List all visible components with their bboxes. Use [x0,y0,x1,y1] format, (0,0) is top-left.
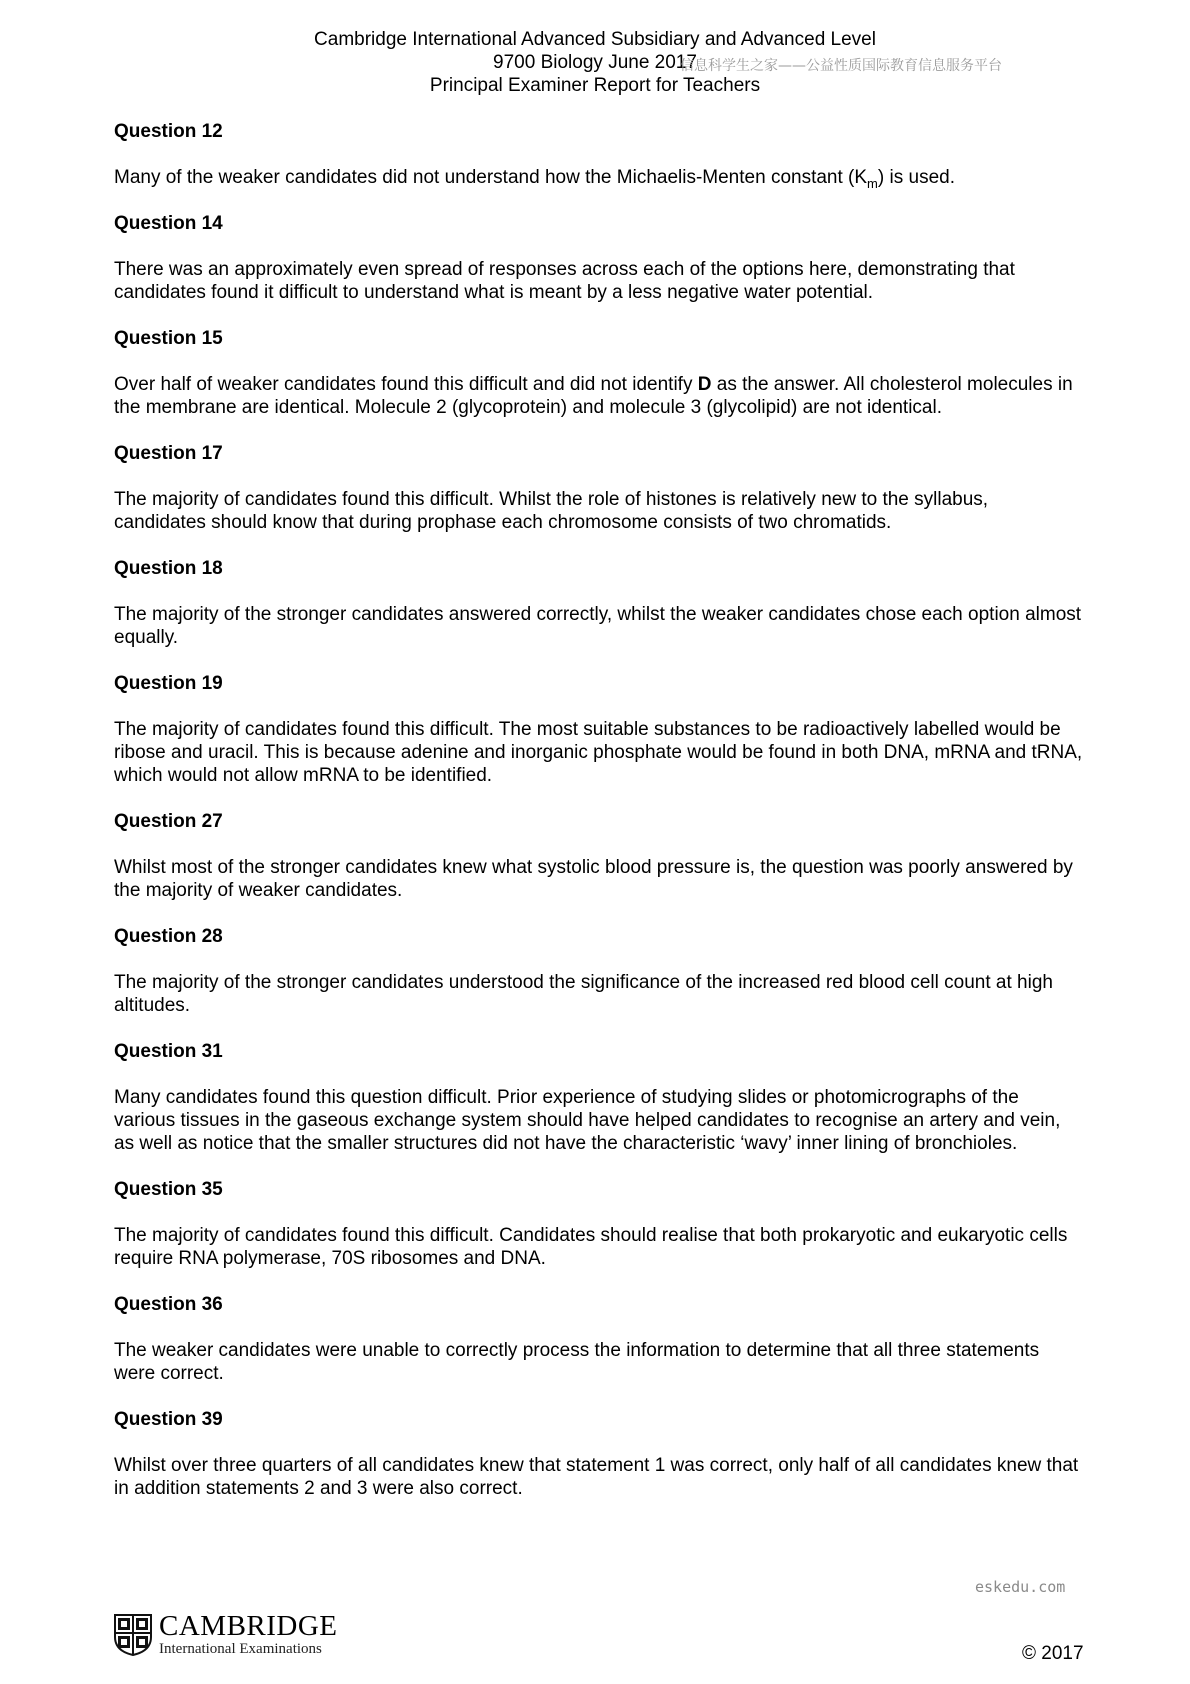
bold-text: D [697,374,712,395]
body-text: ) is used. [877,167,955,188]
question-body [114,856,1084,902]
body-text: The majority of candidates found this difficult. Candidates should realise that both prokaryotic and eukaryotic cells require RNA polymerase, 70S ribosomes and DNA. [114,1225,1068,1269]
question-title: Question 17 [114,443,223,464]
body-text: Over half of weaker candidates found this difficult and did not identify [114,374,698,395]
question-title: Question 12 [114,121,223,142]
logo-text [159,1612,338,1658]
question-body [114,603,1084,649]
question-body [114,1224,1084,1270]
body-text: Whilst over three quarters of all candidates knew that statement 1 was correct, only half of all candidates knew that in addition statements 2 and 3 were also correct. [114,1455,1079,1499]
body-text: as the answer. All cholesterol molecules in the membrane are identical. Molecule 2 (glycoprotein) and molecule 3 (glycolipid) are not identical. [114,374,1073,418]
header-line-1: Cambridge International Advanced Subsidiary and Advanced Level [314,29,876,50]
body-text: The majority of candidates found this difficult. The most suitable substances to be radioactively labelled would be ribose and uracil. This is because adenine and inorganic phosphate would be found in both DNA, mRNA and tRNA, which would not allow mRNA to be identified. [114,719,1083,786]
body-text: Whilst most of the stronger candidates knew what systolic blood pressure is, the question was poorly answered by the majority of weaker candidates. [114,857,1073,901]
question-title: Question 31 [114,1041,223,1062]
body-text: Many candidates found this question difficult. Prior experience of studying slides or photomicrographs of the various tissues in the gaseous exchange system should have helped candidates to recognise an artery and vein, as well as notice that the smaller structures did not have the characteristic ‘wavy’ inner lining of bronchioles. [114,1087,1061,1154]
logo-subtitle: International Examinations [159,1641,322,1657]
header-line-2: 9700 Biology June 2017 [493,52,697,73]
body-text: Many of the weaker candidates did not understand how the Michaelis-Menten constant (K [114,167,868,188]
question-body [114,1339,1084,1385]
question-title: Question 39 [114,1409,223,1430]
logo-name: CAMBRIDGE [159,1610,338,1642]
question-body [114,1454,1084,1500]
copyright: © 2017 [1022,1643,1084,1664]
crest-icon [113,1613,153,1657]
question-title: Question 14 [114,213,223,234]
body-text: The majority of the stronger candidates understood the significance of the increased red blood cell count at high altitudes. [114,972,1053,1016]
body-text: The majority of candidates found this difficult. Whilst the role of histones is relatively new to the syllabus, candidates should know that during prophase each chromosome consists of two chromatids. [114,489,989,533]
question-body [114,488,1084,534]
question-title: Question 15 [114,328,223,349]
question-title: Question 36 [114,1294,223,1315]
question-title: Question 35 [114,1179,223,1200]
cambridge-logo [113,1612,338,1658]
question-body [114,971,1084,1017]
questions-list [114,120,1084,1523]
question-body [114,373,1084,419]
body-text: The majority of the stronger candidates answered correctly, whilst the weaker candidates chose each option almost equally. [114,604,1082,648]
question-body [114,1086,1084,1155]
question-body [114,258,1084,304]
question-body [114,718,1084,787]
body-text: There was an approximately even spread of responses across each of the options here, demonstrating that candidates found it difficult to understand what is meant by a less negative water potential. [114,259,1015,303]
body-text: The weaker candidates were unable to correctly process the information to determine that all three statements were correct. [114,1340,1040,1384]
header-line-3: Principal Examiner Report for Teachers [429,75,761,96]
watermark: 信息科学生之家——公益性质国际教育信息服务平台 [680,58,1002,74]
site-watermark: eskedu.com [975,1578,1066,1596]
report-header [0,28,1190,97]
question-title: Question 27 [114,811,223,832]
question-title: Question 18 [114,558,223,579]
subscript-text: m [867,175,878,191]
question-body [114,166,1084,189]
question-title: Question 19 [114,673,223,694]
question-title: Question 28 [114,926,223,947]
